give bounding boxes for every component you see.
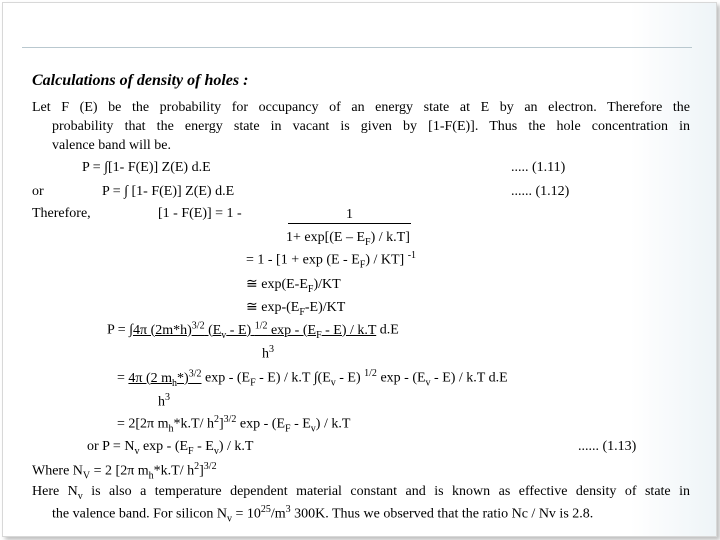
- para1-line2: probability that the energy state in vacant is given by [1-F(E)]. Thus the hole concentration in: [52, 119, 690, 134]
- denominator-h3-2: $h^3$: [158, 392, 170, 410]
- fraction-numerator: 1: [288, 206, 411, 224]
- where-nv: Where $N_V = 2$ [2π $m_h*k.T/$ $h^2]^{3/2}$: [32, 461, 217, 482]
- result-expression: = 2[2π $m_h*k.T/$ $h^2]^{3/2}$ exp - $(E_F - E_v) / k.T$: [117, 414, 351, 435]
- equation-number-1-13: ...... (1.13): [578, 439, 637, 454]
- integral-p-expanded: = 4π (2 $m_h*)^{3/2}$ exp - $(E_F - E) / k.T$ $\int(E_v - E)$ $^{1/2}$ exp - $(E_v - E) / k.T$ d.E: [117, 368, 508, 389]
- fraction-denominator: $1+ \exp[(E - E_F) / k.T]$: [286, 230, 410, 248]
- step-expansion: = $1 - [1 + \exp (E - E_F) / KT]$ $^{-1}$: [246, 250, 417, 271]
- complement-lhs: [1 - F(E)] = 1 -: [158, 206, 242, 221]
- therefore-label: Therefore,: [32, 206, 91, 221]
- step-approx-2: ≅ $\exp-(E_F-E)/KT$: [246, 300, 346, 318]
- or-label: or: [32, 184, 44, 199]
- slide-title: Calculations of density of holes :: [32, 72, 249, 89]
- equation-1-12: P = ∫ [1- F(E)] Z(E) d.E: [102, 184, 235, 199]
- para1-line3: valence band will be.: [52, 138, 171, 153]
- equation-1-13: or $P = N_v$ exp - $(E_F - E_v) / k.T$: [87, 439, 254, 457]
- para1-line1: Let F (E) be the probability for occupancy of an energy state at E by an electron. Therefore the: [32, 100, 690, 115]
- equation-number-1-11: ..... (1.11): [511, 160, 566, 175]
- para2-line2: the valence band. For silicon $N_v = 10^{25}/m^3$ 300K. Thus we observed that the ratio Nc / Nv is 2.8.: [52, 504, 594, 525]
- para2-line1: Here $N_v$ is also a temperature dependent material constant and is known as effective density of state in: [32, 484, 690, 502]
- top-rule: [22, 47, 692, 48]
- equation-number-1-12: ...... (1.12): [511, 184, 570, 199]
- integral-p: P = ∫4π $(2m*h)^{3/2}$ $(E_v - E)$ $^{1/2}$ exp - $(E_F - E) / k.T$ d.E: [107, 320, 399, 341]
- equation-1-11: P = ∫[1- F(E)] Z(E) d.E: [82, 160, 211, 175]
- step-approx-1: ≅ $\exp(E-E_F)/KT$: [246, 277, 341, 295]
- denominator-h3-1: $h^3$: [262, 344, 274, 362]
